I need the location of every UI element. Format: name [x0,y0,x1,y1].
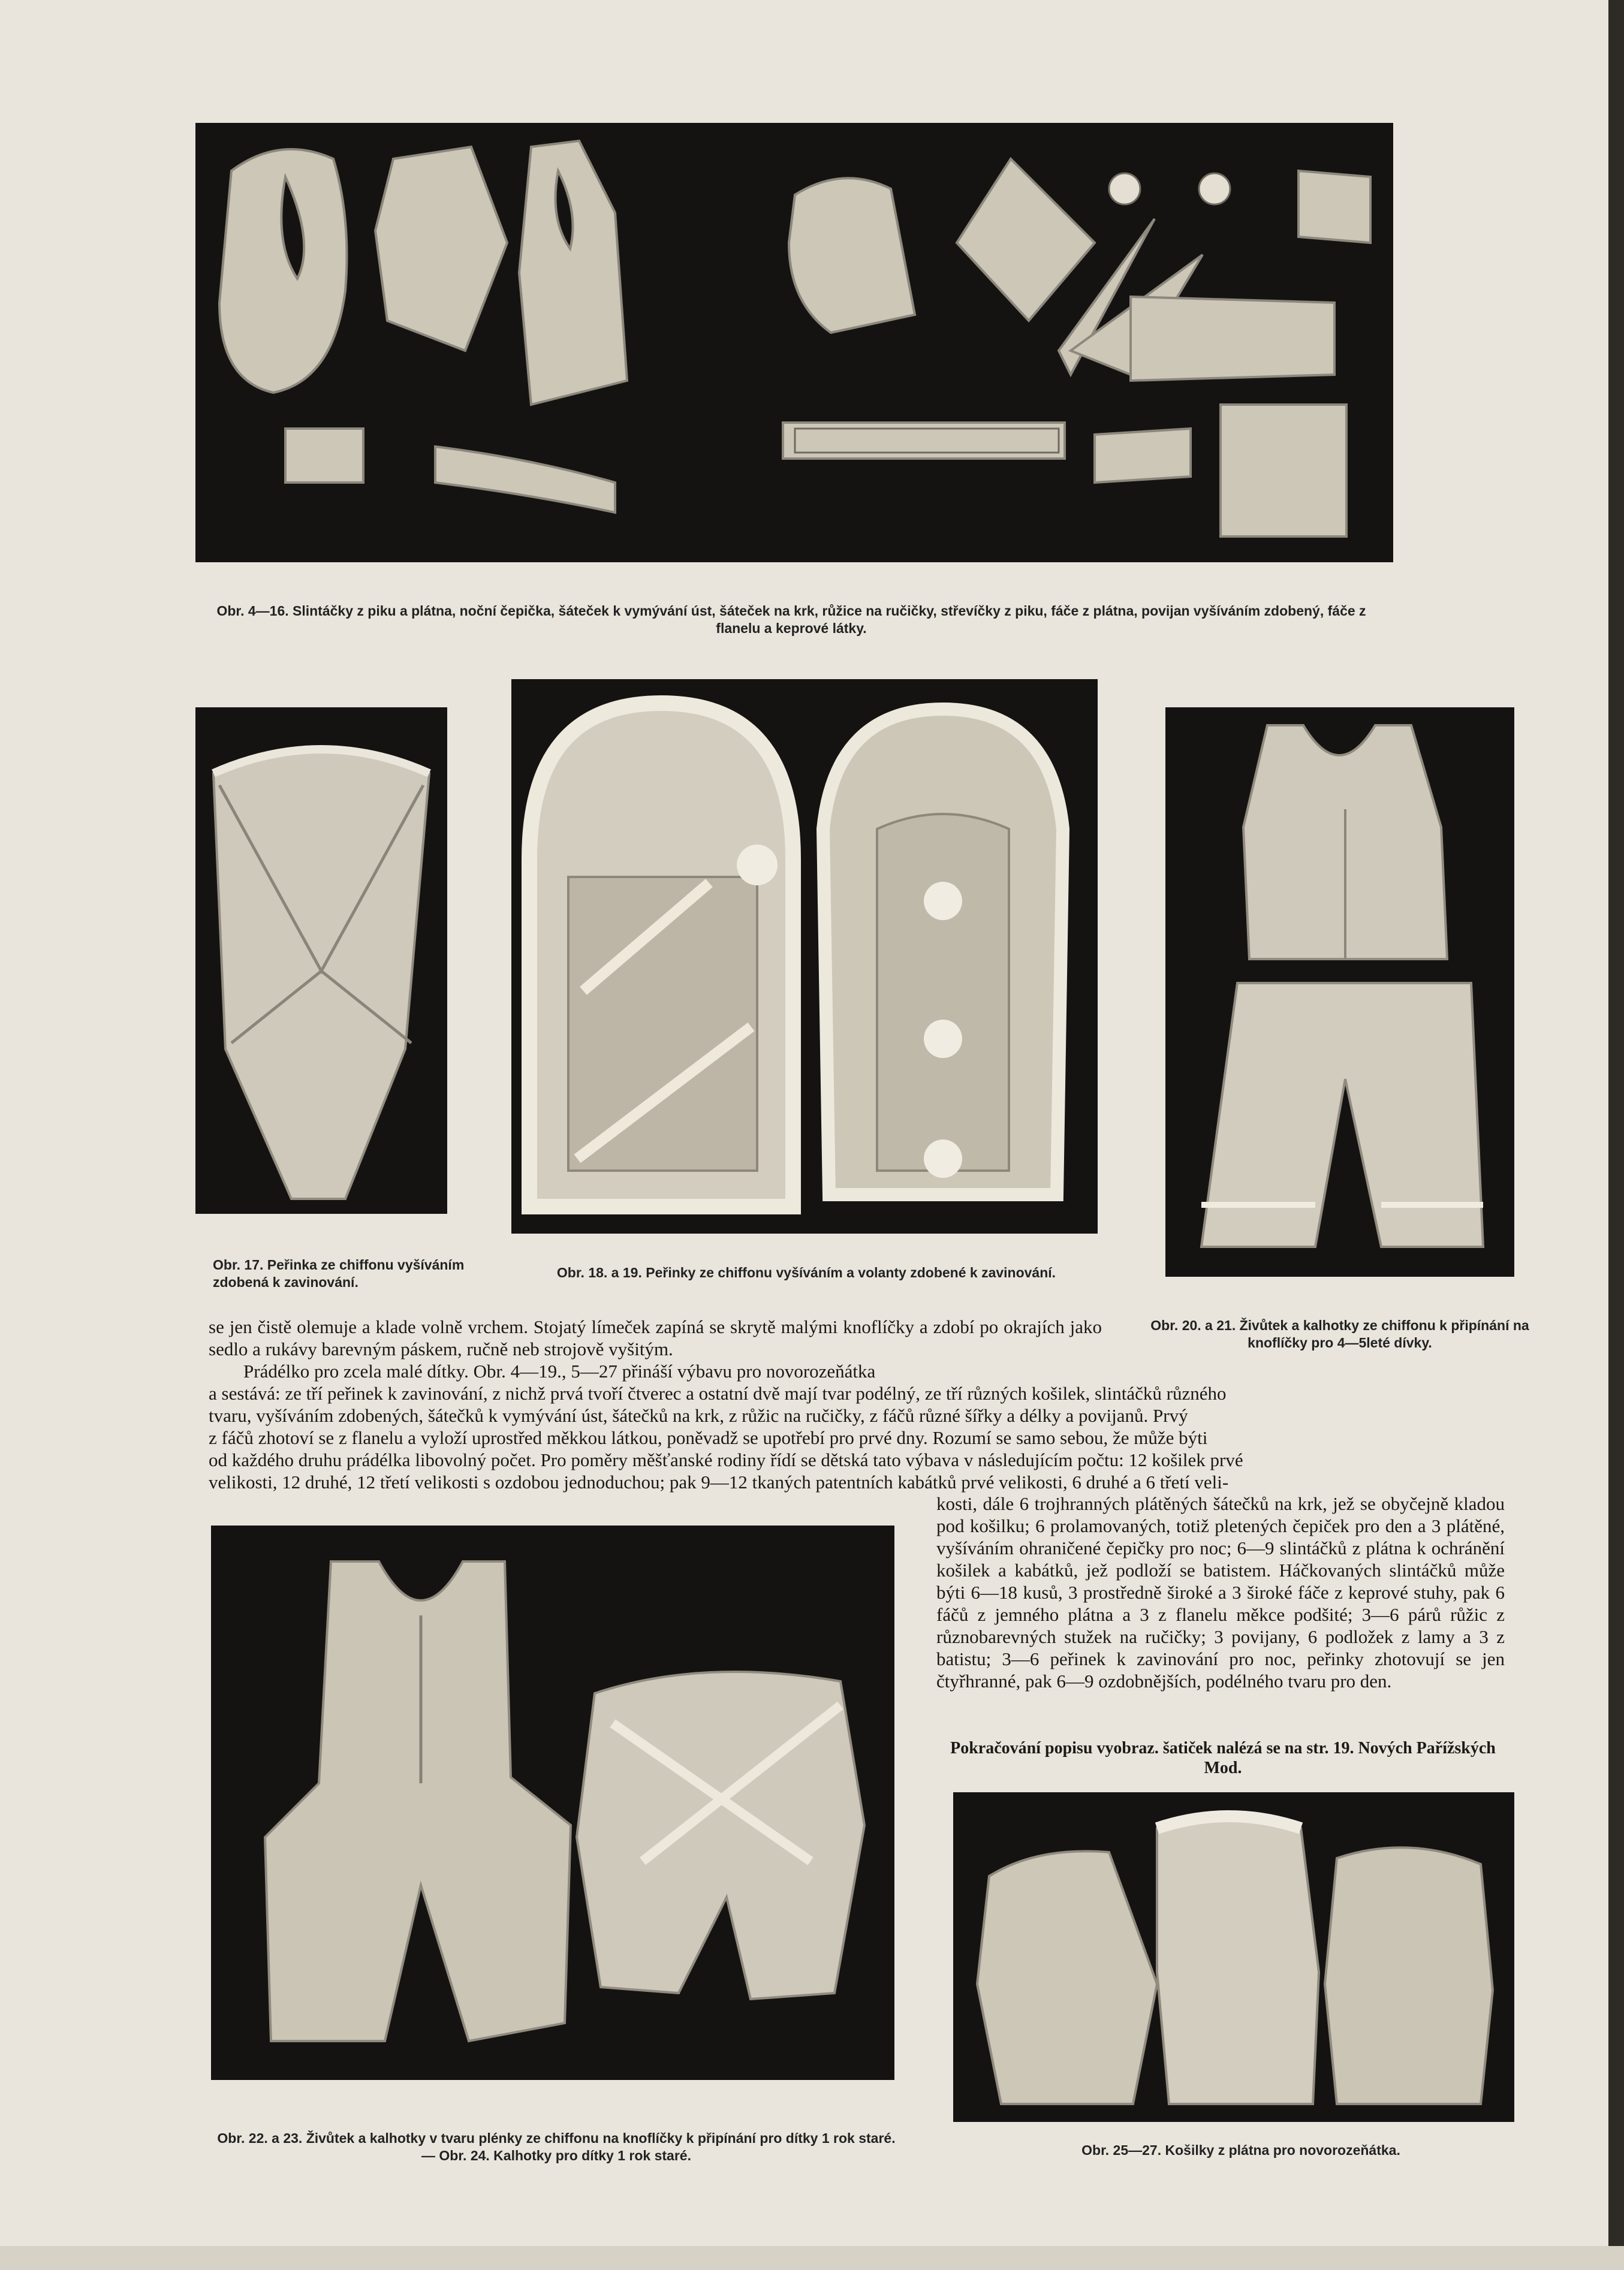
page-edge-right [1608,0,1624,2270]
photo-fig-18-19 [511,679,1098,1234]
caption-fig-17: Obr. 17. Peřinka ze chiffonu vyšíváním zdobená k zavinování. [213,1257,465,1290]
para2-line-6: velikosti, 12 druhé, 12 třetí velikosti s ozdobou jednoduchou; pak 9—12 tkaných patentních kabátků prvé velikosti, 6 druhé a 6 třetí veli- [209,1472,1229,1493]
para2-line-5: od každého druhu prádélka libovolný počet. Pro poměry měšťanské rodiny řídí se dětská tato výbava v následujícím počtu: 12 košilek prvé [209,1449,1243,1470]
caption-fig-18-19: Obr. 18. a 19. Peřinky ze chiffonu vyšíváním a volanty zdobené k zavinování. [556,1265,1056,1280]
page-edge-bottom [0,2246,1624,2270]
photo-fig-17 [195,707,447,1214]
caption-fig-22-24: Obr. 22. a 23. Živůtek a kalhotky v tvaru plénky ze chiffonu na knoflíčky k připínání pro dítky 1 rok staré. — Obr. 24. Kalhotky pro dítky 1 rok staré. [217,2130,896,2163]
caption-fig-20-21: Obr. 20. a 21. Živůtek a kalhotky ze chiffonu k připínání na knoflíčky pro 4—5leté dívky. [1150,1318,1529,1350]
caption-fig-25-27: Obr. 25—27. Košilky z plátna pro novorozeňátka. [1081,2142,1400,2158]
para2-line-2: a sestává: ze tří peřinek k zavinování, z nichž prvá tvoří čtverec a ostatní dvě mají tvar podélný, ze tří různých košilek, slintáčků různého [209,1383,1227,1404]
photo-fig-25-27 [953,1792,1514,2122]
para2-line-4: z fáčů zhotoví se z flanelu a vyloží uprostřed měkkou látkou, poněvadž se upotřebí pro prvé dny. Rozumí se samo sebou, že může býti [209,1427,1208,1448]
body-text-para2 [209,1360,1527,1493]
para2-line-3: tvaru, vyšíváním zdobených, šátečků k vymývání úst, šátečků na krk, z růžic na ručičky, z fáčů různé šířky a délky a povijanů. Prvý [209,1405,1188,1426]
photo-fig-22-24 [211,1526,894,2080]
continuation-note: Pokračování popisu vyobraz. šatiček nalézá se na str. 19. Nových Pařížských Mod. [950,1739,1496,1777]
photo-fig-4-16 [195,123,1393,562]
photo-fig-20-21 [1165,707,1514,1277]
body-text-para1: se jen čistě olemuje a klade volně vrchem. Stojatý límeček zapíná se skrytě malými knoflíčky a zdobí po okrajích jako sedlo a rukávy barevným páskem, ručně neb strojově vyšitým. [209,1316,1102,1359]
caption-fig-4-16: Obr. 4—16. Slintáčky z piku a plátna, noční čepička, šáteček k vymývání úst, šáteček na krk, růžice na ručičky, střevíčky z piku, fáče z plátna, povijan vyšíváním zdobený, fáče z flanelu a keprové látky. [216,603,1366,636]
body-text-para3: kosti, dále 6 trojhranných plátěných šátečků na krk, jež se obyčejně kladou pod košilku; 6 prolamovaných, totiž pletených čepiček pro den a 3 plátěné, vyšíváním ohraničené čepičky pro noc; 6—9 slintáčků z plátna k ochránění košilek a kabátků, jež podloží se batistem. Háčkovaných slintáčků může býti 6—18 kusů, 3 prostředně široké a 3 široké fáče z keprové stuhy, pak 6 fáčů z jemného plátna a 3 z flanelu měkce podšité; 3—6 párů růžic z různobarevných stužek na ručičky; 3 povijany, 6 podložek z lamy a 3 z batistu; 3—6 peřinek k zavinování pro noc, peřinky zhotovují se jen čtyřhranné, pak 6—9 ozdobnějších, podélného tvaru pro den. [936,1493,1505,1692]
para2-line-1: Prádélko pro zcela malé dítky. Obr. 4—19., 5—27 přináší výbavu pro novorozeňátka [243,1361,876,1382]
